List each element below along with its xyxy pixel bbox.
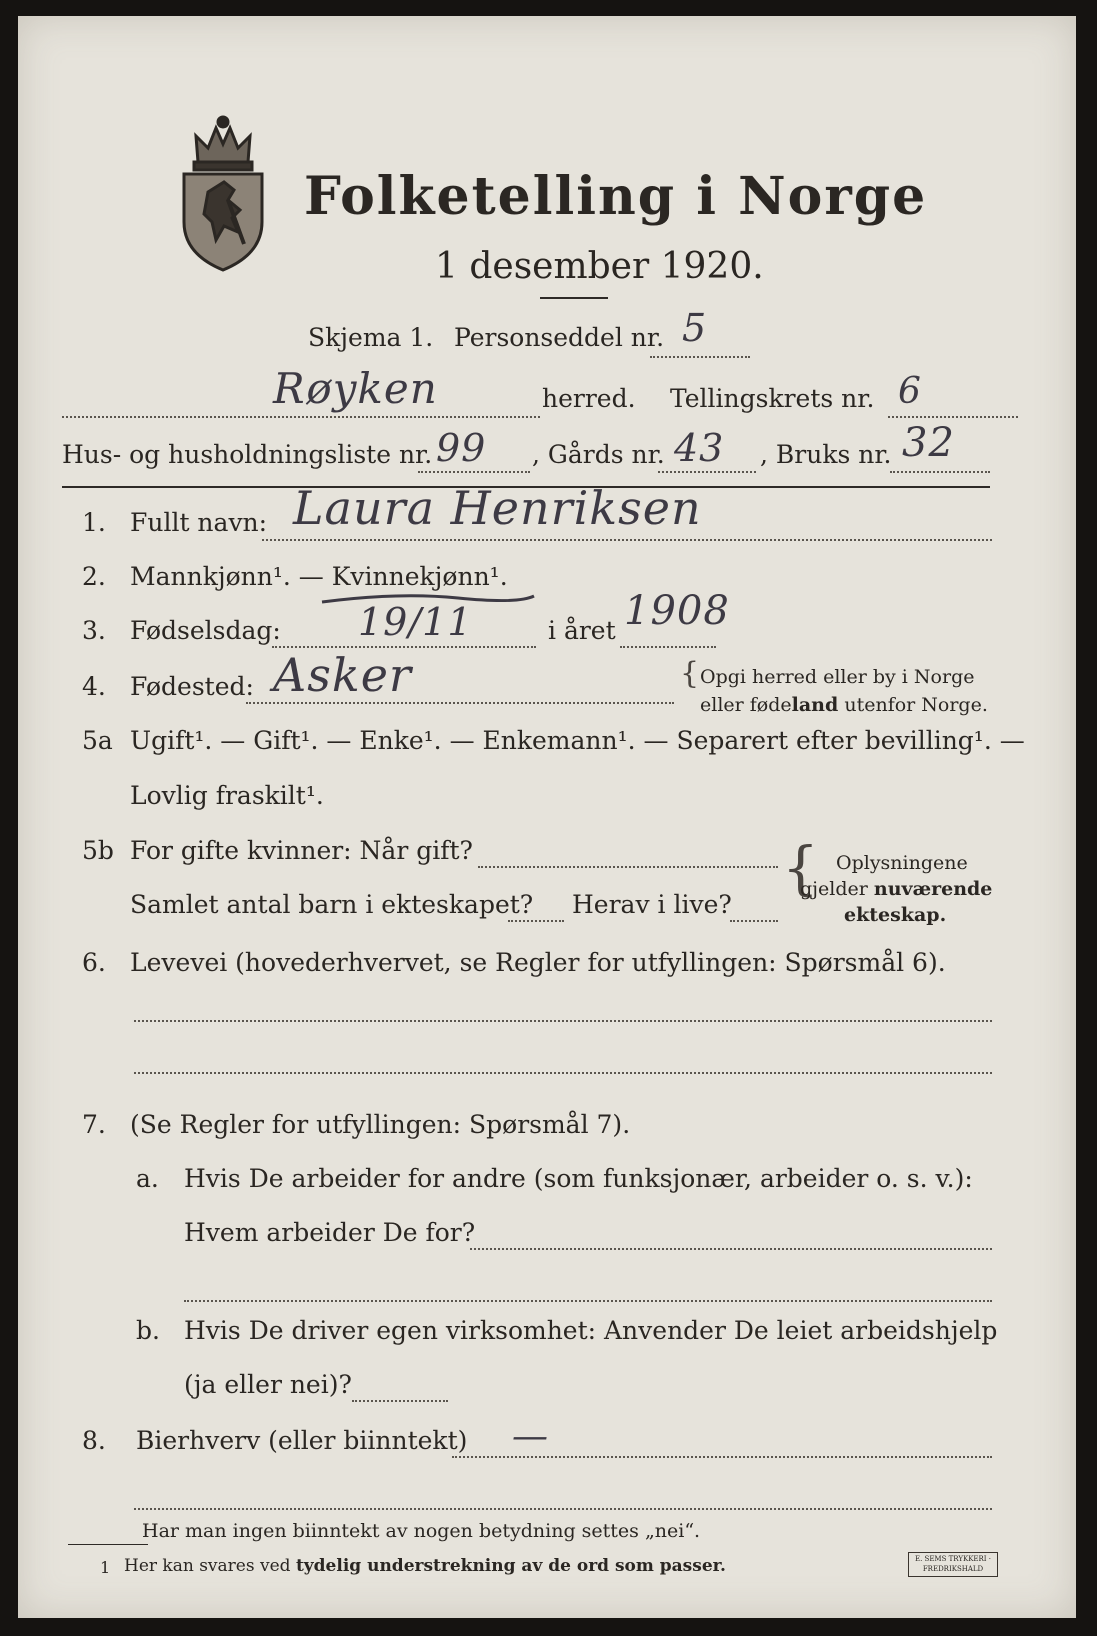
q8-label: Bierhverv (eller biinntekt) xyxy=(136,1426,468,1455)
tellingskrets-value: 6 xyxy=(898,371,922,412)
q5b-alive-label: Herav i live? xyxy=(572,890,732,919)
children-alive-field[interactable] xyxy=(730,920,778,922)
occupation-field-1[interactable] xyxy=(134,1020,992,1022)
gards-value: 43 xyxy=(674,426,725,470)
gards-field[interactable] xyxy=(658,471,756,473)
bruks-label: , Bruks nr. xyxy=(760,440,892,469)
q5b-note-line2: gjelder nuværende xyxy=(800,878,993,900)
q7a-line2: Hvem arbeider De for? xyxy=(184,1218,476,1247)
tellingskrets-label: Tellingskrets nr. xyxy=(670,384,875,413)
q4-note-line2: eller fødeland utenfor Norge. xyxy=(700,694,988,716)
personseddel-field[interactable] xyxy=(650,356,750,358)
personseddel-label: Personseddel nr. xyxy=(454,323,665,352)
q4-label: Fødested: xyxy=(130,672,254,701)
printer-stamp: E. SEMS TRYKKERI · FREDRIKSHALD xyxy=(908,1552,998,1577)
q7-number: 7. xyxy=(82,1110,106,1139)
q4-number: 4. xyxy=(82,672,106,701)
herred-value: Røyken xyxy=(273,364,438,413)
q2-gender-options[interactable]: Mannkjønn¹. — Kvinnekjønn¹. xyxy=(130,562,508,591)
birthday-value: 19/11 xyxy=(358,600,473,644)
q5b-number: 5b xyxy=(82,836,114,865)
q4-note-line1: Opgi herred eller by i Norge xyxy=(700,666,975,688)
side-income-field-2[interactable] xyxy=(134,1508,992,1510)
q7a-letter: a. xyxy=(136,1164,159,1193)
q3-number: 3. xyxy=(82,616,106,645)
census-date: 1 desember 1920. xyxy=(435,246,764,287)
herred-field[interactable] xyxy=(62,416,540,418)
q5a-marital-options-cont[interactable]: Lovlig fraskilt¹. xyxy=(130,781,324,810)
footnote-text: Her kan svares ved tydelig understrekning av de ord som passer. xyxy=(124,1556,726,1576)
full-name-value: Laura Henriksen xyxy=(293,481,702,535)
census-form-sheet xyxy=(18,16,1076,1618)
footnote-divider xyxy=(68,1544,148,1545)
q7b-line2: (ja eller nei)? xyxy=(184,1370,352,1399)
q3-year-label: i året xyxy=(548,616,616,645)
herred-label: herred. xyxy=(542,384,636,413)
q6-label: Levevei (hovederhvervet, se Regler for utfyllingen: Spørsmål 6). xyxy=(130,948,946,977)
birth-year-value: 1908 xyxy=(624,588,730,634)
bruks-field[interactable] xyxy=(890,471,990,473)
q5b-note-line3: ekteskap. xyxy=(844,904,947,926)
q5b-note-line1: Oplysningene xyxy=(836,852,968,874)
q7b-letter: b. xyxy=(136,1316,160,1345)
title-divider xyxy=(540,297,608,299)
q2-number: 2. xyxy=(82,562,106,591)
bruks-value: 32 xyxy=(902,420,955,466)
q8-note: Har man ingen biinntekt av nogen betydning settes „nei“. xyxy=(142,1520,701,1542)
q5a-marital-options[interactable]: Ugift¹. — Gift¹. — Enke¹. — Enkemann¹. — Separert efter bevilling¹. — xyxy=(130,726,1025,755)
gards-label: , Gårds nr. xyxy=(532,440,665,469)
hus-field[interactable] xyxy=(418,471,530,473)
footnote-marker: 1 xyxy=(100,1558,111,1577)
hus-value: 99 xyxy=(436,426,487,470)
full-name-field[interactable] xyxy=(262,539,992,541)
q7a-line1: Hvis De arbeider for andre (som funksjonær, arbeider o. s. v.): xyxy=(184,1164,973,1193)
q5a-number: 5a xyxy=(82,726,113,755)
q7-label: (Se Regler for utfyllingen: Spørsmål 7). xyxy=(130,1110,631,1139)
children-count-field[interactable] xyxy=(508,920,564,922)
q5b-note-brace: { xyxy=(782,834,819,902)
birthplace-value: Asker xyxy=(273,648,412,702)
birthplace-field[interactable] xyxy=(246,702,674,704)
hus-label: Hus- og husholdningsliste nr. xyxy=(62,440,433,469)
q5b-line1: For gifte kvinner: Når gift? xyxy=(130,836,473,865)
q3-label: Fødselsdag: xyxy=(130,616,281,645)
q1-number: 1. xyxy=(82,508,106,537)
schema-label: Skjema 1. xyxy=(308,323,434,352)
q7b-line1: Hvis De driver egen virksomhet: Anvender De leiet arbeidshjelp xyxy=(184,1316,998,1345)
q6-number: 6. xyxy=(82,948,106,977)
when-married-field[interactable] xyxy=(478,866,778,868)
occupation-field-2[interactable] xyxy=(134,1072,992,1074)
side-income-value: — xyxy=(512,1416,549,1457)
employer-field[interactable] xyxy=(470,1248,992,1250)
personseddel-value: 5 xyxy=(682,306,708,350)
q4-note-brace: { xyxy=(680,656,700,691)
employer-field-2[interactable] xyxy=(184,1300,992,1302)
norwegian-coat-of-arms-icon xyxy=(178,114,268,272)
tellingskrets-field[interactable] xyxy=(888,416,1018,418)
birth-year-field[interactable] xyxy=(620,646,716,648)
q5b-children-label: Samlet antal barn i ekteskapet? xyxy=(130,890,534,919)
q8-number: 8. xyxy=(82,1426,106,1455)
hired-help-field[interactable] xyxy=(352,1400,448,1402)
form-title: Folketelling i Norge xyxy=(304,166,928,227)
q1-label: Fullt navn: xyxy=(130,508,268,537)
